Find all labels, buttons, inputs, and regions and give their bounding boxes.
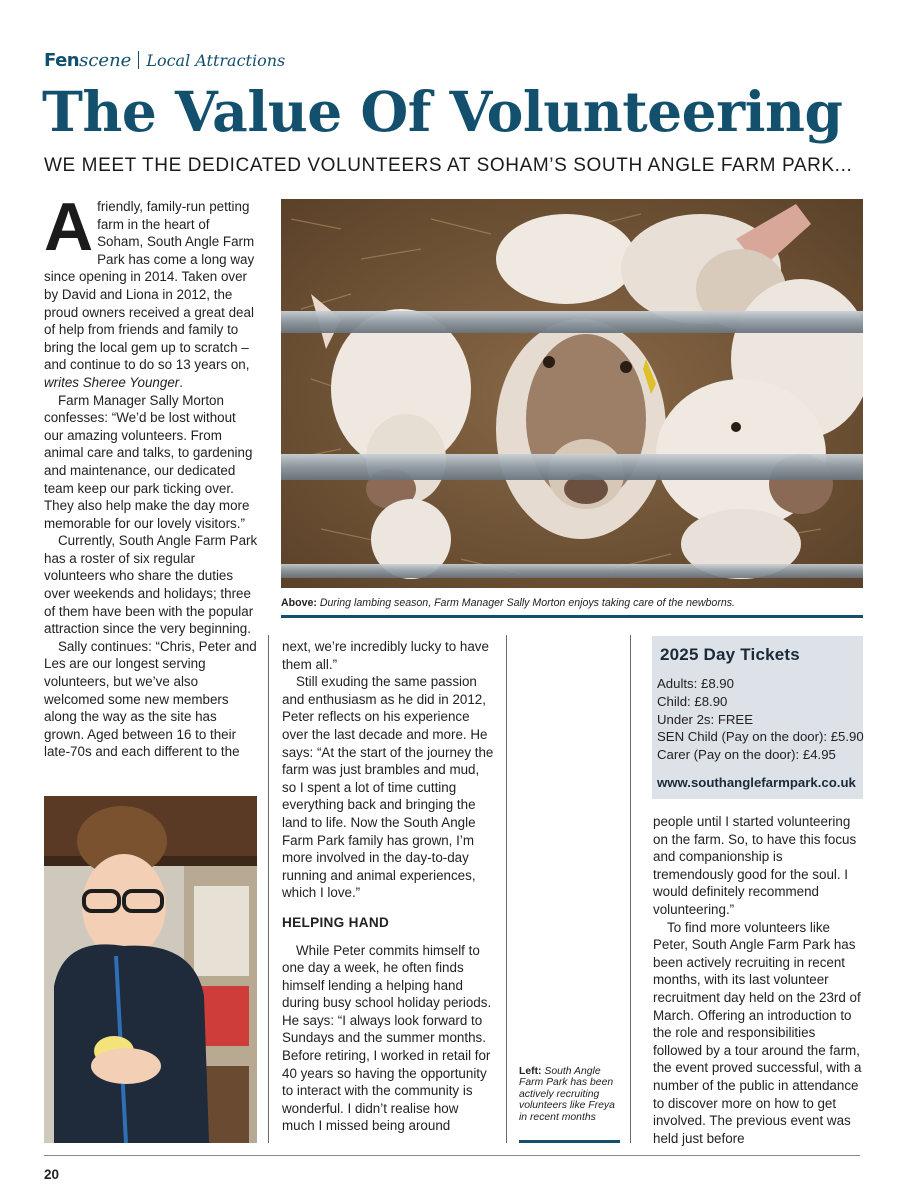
ticket-price-row: Under 2s: FREE: [657, 711, 754, 727]
body-column-1: [44, 189, 258, 761]
website-link[interactable]: www.southanglefarmpark.co.uk: [657, 775, 856, 790]
article-headline: The Value Of Volunteering: [42, 79, 843, 144]
volunteer-photo: [44, 796, 257, 1143]
ticket-info-box: [652, 636, 863, 799]
ticket-price-row: Adults: £8.90: [657, 676, 734, 691]
paragraph: Still exuding the same passion and enthusiasm as he did in 2012, Peter reflects on his experience over the last decade and more. He says: “At the start of the journey the farm was just brambles and mud, so I spent a lot of time cutting everything back and bringing the land to life. Now the South Angle Farm Park family has grown, I’m more involved in the day-to-day running and animal experiences, which I love.”: [282, 674, 494, 901]
page-number: 20: [44, 1167, 60, 1182]
footer-rule: [44, 1155, 860, 1156]
paragraph: A friendly, family-run petting farm in the heart of Soham, South Angle Farm Park has come a long way since opening in 2014. Taken over by David and Liona in 2012, the proud owners received a great deal of help from friends and family to bring the local gem up to scratch – and continue to do so 13 years on, writes Sheree Younger.: [44, 189, 255, 390]
paragraph: To find more volunteers like Peter, South Angle Farm Park has been actively recruiting in recent months, with its last volunteer recruitment day held on the 23rd of March. Offering an introduction to the role and responsibilities followed by a tour around the farm, the event proved successful, with a number of the public in attendance to discover more on how to get involved. The previous event was held just before: [653, 919, 862, 1146]
byline: writes Sheree Younger: [44, 374, 180, 390]
photo-caption: [281, 597, 863, 609]
paragraph: While Peter commits himself to one day a week, he often finds himself lending a helping hand during busy school holiday periods. He says: “I always look forward to Sundays and the summer months. Before retiring, I worked in retail for 40 years so having the opportunity to interact with the community is wonderful. I didn’t realise how much I missed being around: [282, 942, 492, 1134]
volunteer-photo-caption: [519, 1066, 621, 1123]
column-rule: [506, 635, 507, 1143]
caption-label: Above:: [281, 597, 317, 609]
ticket-price-row: SEN Child (Pay on the door): £5.90: [657, 729, 864, 745]
lambs-photo: [281, 199, 863, 588]
caption-text: South Angle Farm Park has been actively recruiting volunteers like Freya in recent months: [519, 1066, 615, 1123]
body-column-4: [653, 813, 865, 1147]
column-rule: [630, 635, 631, 1143]
ticket-price-row: Carer (Pay on the door): £4.95: [657, 747, 836, 763]
ticket-price-list: [657, 675, 863, 764]
brand-name-italic: scene: [79, 49, 132, 71]
caption-text: During lambing season, Farm Manager Sally Morton enjoys taking care of the newborns.: [316, 597, 735, 609]
article-standfirst: WE MEET THE DEDICATED VOLUNTEERS AT SOHAM’S SOUTH ANGLE FARM PARK...: [44, 155, 853, 176]
column-rule: [268, 635, 269, 1143]
caption-rule: [519, 1140, 620, 1143]
paragraph: next, we’re incredibly lucky to have them all.”: [282, 639, 489, 672]
masthead: [44, 48, 285, 72]
caption-label: Left:: [519, 1066, 542, 1077]
subheading: HELPING HAND: [282, 914, 390, 930]
caption-rule: [281, 615, 863, 618]
paragraph: people until I started volunteering on the farm. So, to have this focus and companionship is tremendously good for the soul. I would definitely recommend volunteering.”: [653, 814, 857, 917]
ticket-box-title: 2025 Day Tickets: [660, 645, 800, 664]
paragraph: Sally continues: “Chris, Peter and Les are our longest serving volunteers, but we’ve also welcomed some new members along the way as the site has grown. Aged between 16 to their late-70s and each different to the: [44, 638, 257, 760]
drop-cap: A: [44, 189, 94, 265]
body-column-2: [282, 638, 494, 1135]
brand-name: Fen: [44, 49, 80, 71]
ticket-price-row: Child: £8.90: [657, 693, 728, 709]
paragraph: Currently, South Angle Farm Park has a roster of six regular volunteers who share the duties over weekends and holidays; three of them have been with the popular attraction since the very beginning.: [44, 533, 258, 637]
section-label: Local Attractions: [146, 50, 286, 70]
brand-divider: [138, 51, 139, 69]
paragraph: Farm Manager Sally Morton confesses: “We’d be lost without our amazing volunteers. From animal care and talks, to gardening and maintenance, our dedicated team keep our park ticking over. They also help make the day more memorable for our lovely visitors.”: [44, 392, 253, 531]
